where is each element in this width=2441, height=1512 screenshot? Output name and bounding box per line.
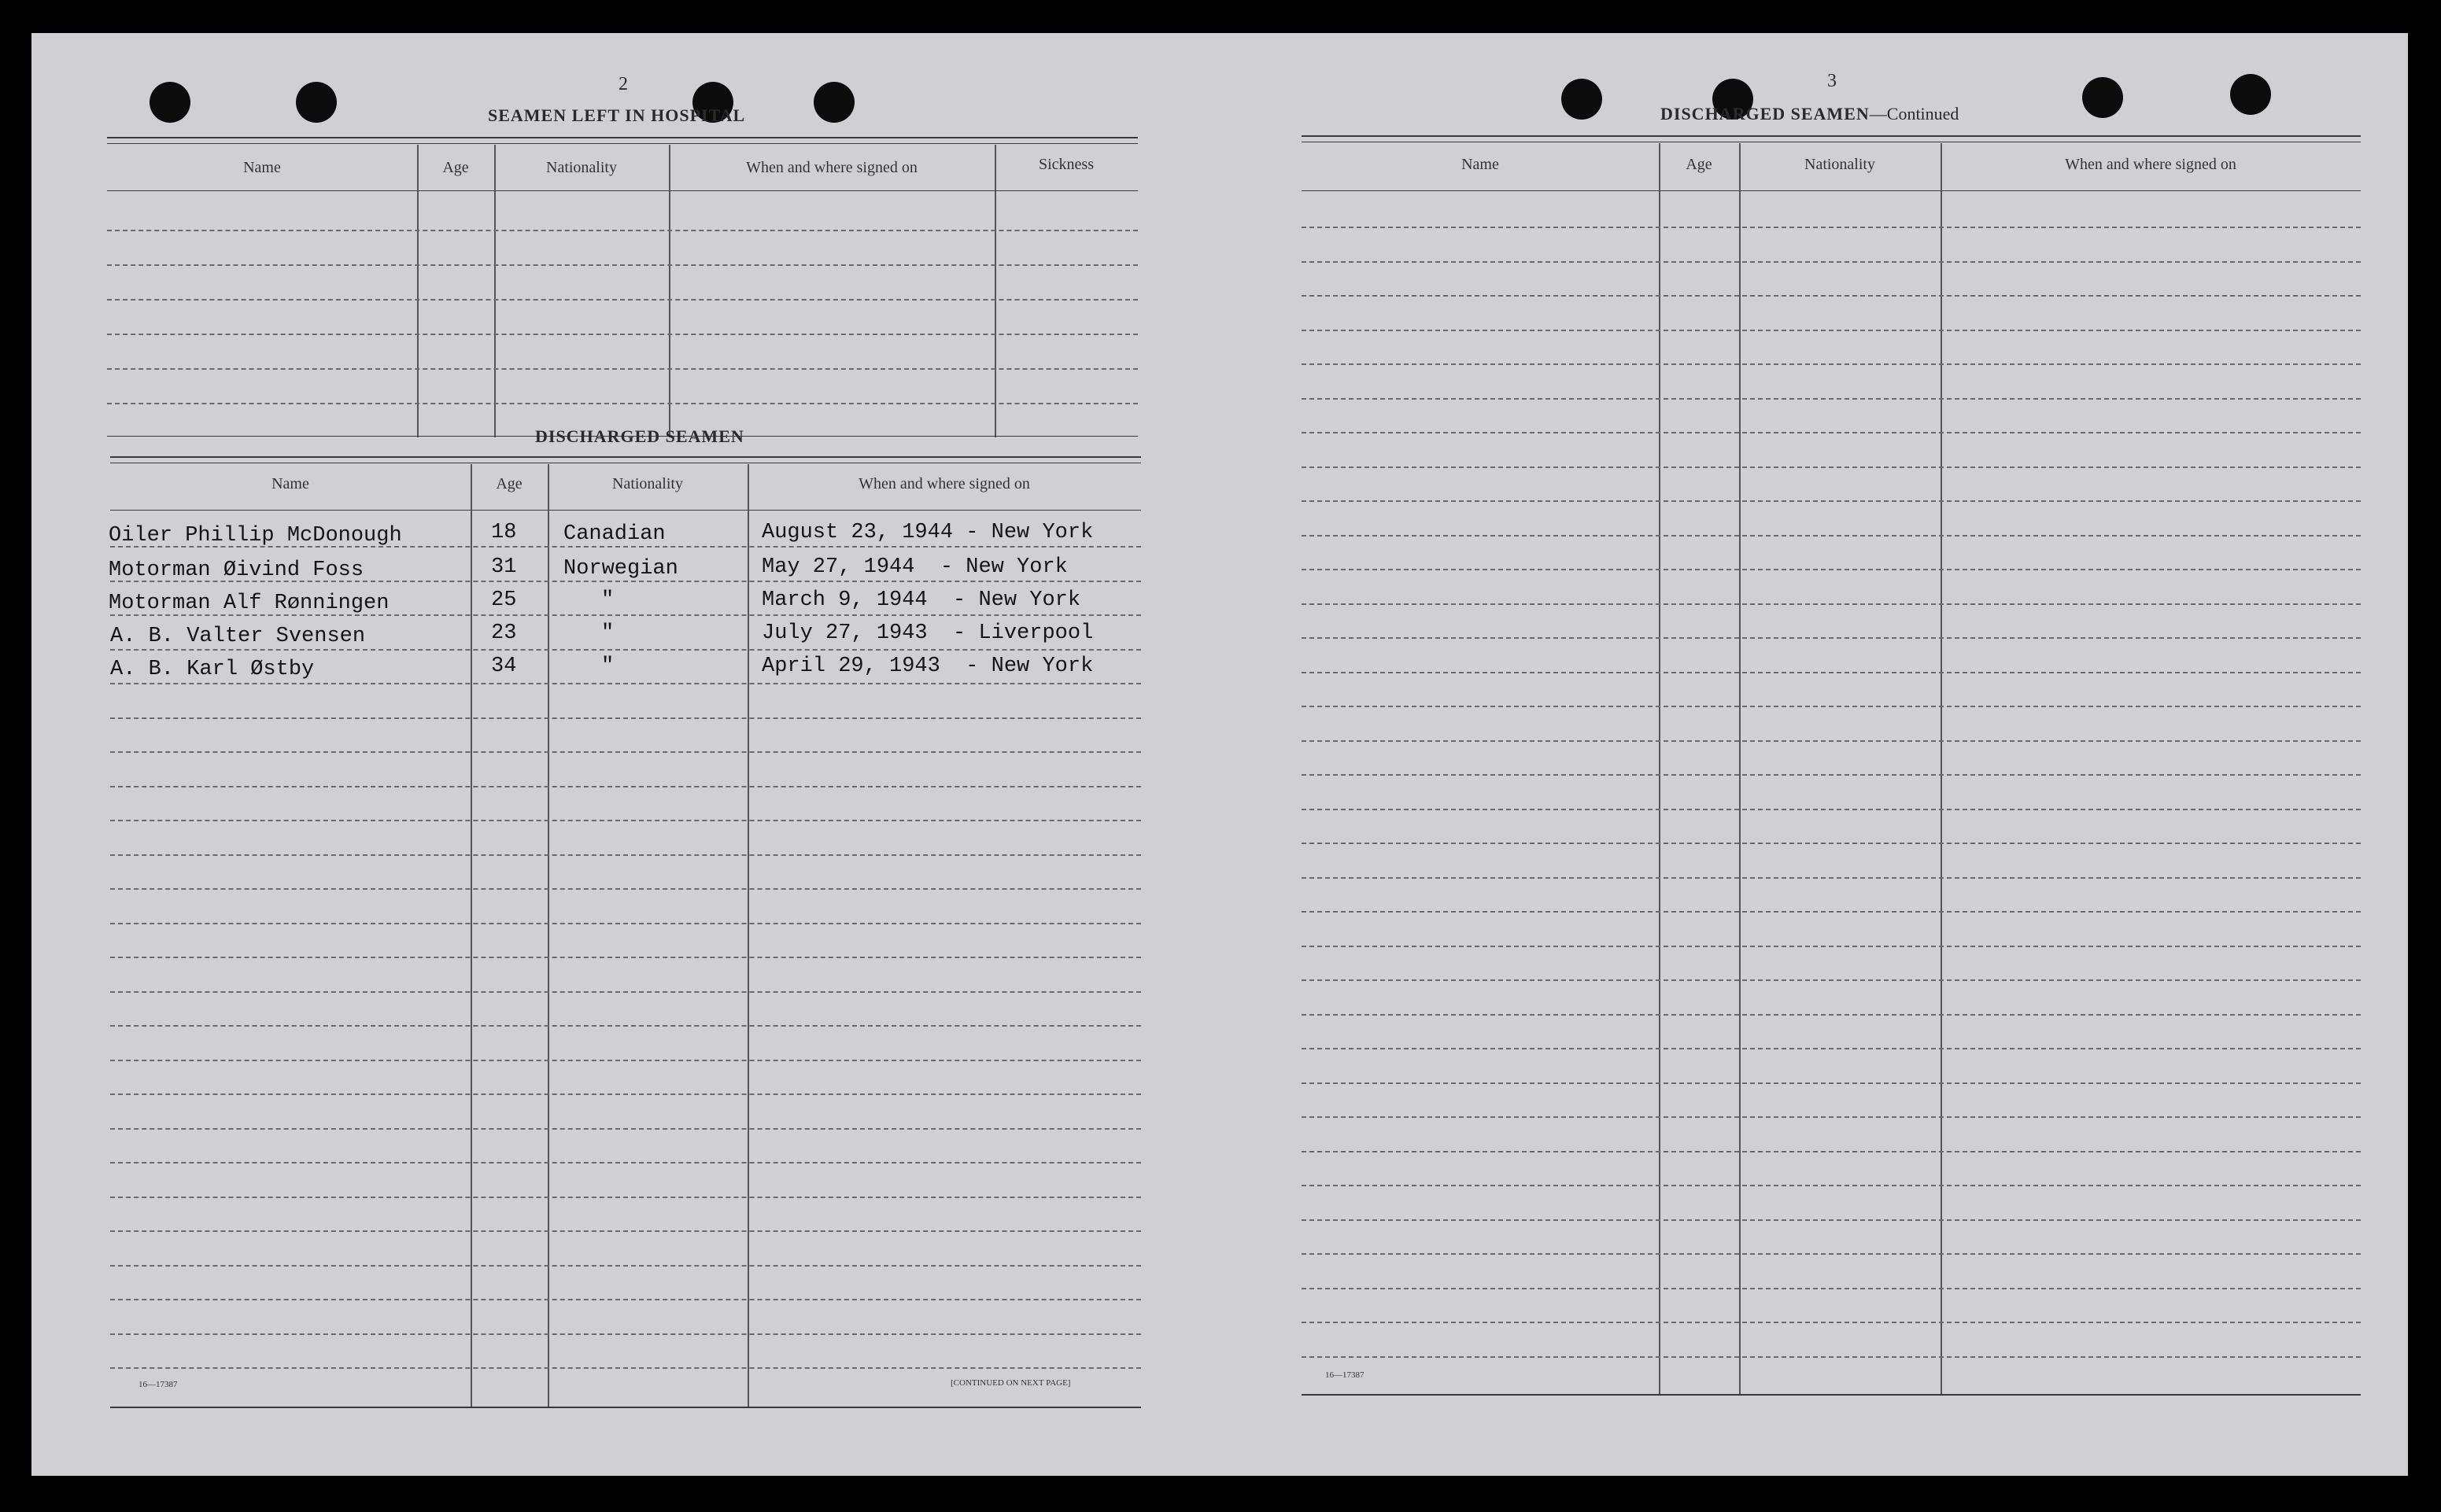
column-divider: [417, 145, 419, 437]
seaman-age: 31: [491, 555, 517, 579]
title-text: DISCHARGED SEAMEN: [1660, 104, 1870, 124]
entry-line: [110, 1333, 1141, 1335]
entry-line: [1302, 1288, 2361, 1289]
entry-line: [1302, 1253, 2361, 1255]
entry-line: [110, 888, 1141, 890]
discharged-section-title: DISCHARGED SEAMEN: [535, 426, 744, 446]
entry-line: [110, 1128, 1141, 1130]
column-header-age: Age: [442, 159, 469, 176]
entry-line: [110, 854, 1141, 856]
table-rule: [110, 1407, 1141, 1408]
column-header-age: Age: [1686, 156, 1712, 173]
table-rule: [1302, 135, 2361, 137]
seaman-name: A. B. Karl Østby: [110, 658, 315, 681]
column-header-sickness: Sickness: [1039, 156, 1094, 173]
entry-line: [1302, 1082, 2361, 1084]
table-rule: [107, 143, 1138, 144]
entry-line: [110, 820, 1141, 821]
entry-line: [1302, 500, 2361, 502]
seaman-name: Oiler Phillip McDonough: [109, 524, 402, 548]
entry-line: [107, 403, 1138, 404]
column-header-nationality: Nationality: [612, 475, 683, 492]
entry-line: [1302, 432, 2361, 433]
title-suffix: —Continued: [1869, 104, 1959, 124]
entry-line: [1302, 911, 2361, 913]
punch-hole: [150, 82, 190, 123]
entry-line: [107, 230, 1138, 231]
entry-line: [1302, 535, 2361, 537]
column-divider: [1659, 143, 1660, 1396]
entry-line: [110, 717, 1141, 719]
entry-line: [110, 1367, 1141, 1369]
entry-line: [1302, 877, 2361, 879]
entry-line: [110, 1093, 1141, 1095]
entry-line: [1302, 637, 2361, 639]
seaman-nationality: ": [601, 655, 615, 678]
entry-line: [1302, 1048, 2361, 1049]
entry-line: [110, 923, 1141, 924]
table-rule: [1302, 1394, 2361, 1396]
punch-hole: [2230, 74, 2271, 115]
seaman-signed-on: August 23, 1944 - New York: [762, 521, 1094, 544]
seaman-age: 18: [491, 521, 517, 544]
entry-line: [1302, 330, 2361, 331]
seaman-signed-on: July 27, 1943 - Liverpool: [762, 621, 1094, 645]
entry-line: [110, 1197, 1141, 1198]
discharged-continued-title: [1660, 104, 1959, 124]
entry-line: [1302, 740, 2361, 742]
entry-line: [1302, 774, 2361, 776]
seaman-nationality: Canadian: [563, 522, 666, 546]
column-divider: [1941, 143, 1942, 1396]
entry-line: [1302, 1116, 2361, 1118]
column-header-signed-on: When and where signed on: [859, 475, 1030, 492]
column-divider: [995, 145, 996, 437]
entry-line: [1302, 295, 2361, 297]
entry-line: [1302, 809, 2361, 810]
seaman-name: Motorman Alf Rønningen: [109, 592, 390, 615]
column-divider: [494, 145, 496, 437]
manifest-sheet: [31, 33, 2408, 1476]
header-rule: [1302, 190, 2361, 191]
column-header-signed-on: When and where signed on: [746, 159, 918, 176]
form-number: 16—17387: [138, 1380, 178, 1389]
entry-line: [110, 1060, 1141, 1061]
table-rule: [110, 456, 1141, 458]
hospital-section-title: SEAMEN LEFT IN HOSPITAL: [488, 105, 746, 125]
entry-line: [110, 1230, 1141, 1232]
entry-line: [1302, 261, 2361, 263]
punch-hole: [2082, 77, 2123, 118]
entry-line: [1302, 1014, 2361, 1016]
column-header-nationality: Nationality: [1804, 156, 1875, 173]
seaman-signed-on: April 29, 1943 - New York: [762, 655, 1094, 678]
form-number: 16—17387: [1325, 1370, 1365, 1380]
entry-line: [1302, 569, 2361, 570]
entry-line: [1302, 843, 2361, 844]
entry-line: [1302, 603, 2361, 605]
entry-line: [1302, 363, 2361, 365]
entry-line: [1302, 1151, 2361, 1152]
entry-line: [1302, 467, 2361, 468]
seaman-nationality: ": [601, 588, 615, 612]
punch-hole: [1561, 79, 1602, 120]
entry-line: [110, 1025, 1141, 1027]
seaman-signed-on: May 27, 1944 - New York: [762, 555, 1068, 579]
column-header-name: Name: [271, 475, 309, 492]
seaman-name: Motorman Øivind Foss: [109, 559, 364, 582]
entry-line: [110, 1299, 1141, 1300]
seaman-age: 34: [491, 655, 517, 678]
page-number: 3: [1827, 71, 1837, 91]
entry-line: [1302, 398, 2361, 400]
seaman-age: 23: [491, 621, 517, 645]
seaman-age: 25: [491, 588, 517, 612]
column-header-age: Age: [496, 475, 523, 492]
column-header-name: Name: [243, 159, 281, 176]
seaman-signed-on: March 9, 1944 - New York: [762, 588, 1081, 612]
entry-line: [110, 1265, 1141, 1267]
entry-line: [1302, 1185, 2361, 1186]
seaman-name: A. B. Valter Svensen: [110, 625, 366, 648]
continued-note: [CONTINUED ON NEXT PAGE]: [951, 1378, 1071, 1388]
column-header-name: Name: [1461, 156, 1499, 173]
entry-line: [1302, 1322, 2361, 1323]
entry-line: [1302, 672, 2361, 673]
entry-line: [110, 683, 1141, 684]
entry-line: [1302, 946, 2361, 947]
entry-line: [110, 649, 1141, 651]
entry-line: [1302, 227, 2361, 228]
entry-line: [107, 299, 1138, 301]
header-rule: [110, 510, 1141, 511]
seaman-nationality: ": [601, 621, 615, 645]
header-rule: [107, 190, 1138, 191]
entry-line: [110, 786, 1141, 787]
seaman-nationality: Norwegian: [563, 557, 678, 581]
entry-line: [110, 991, 1141, 993]
column-header-nationality: Nationality: [546, 159, 617, 176]
entry-line: [110, 1162, 1141, 1164]
punch-hole: [814, 82, 855, 123]
entry-line: [110, 957, 1141, 958]
entry-line: [107, 368, 1138, 370]
page-number: 2: [619, 74, 628, 94]
entry-line: [110, 751, 1141, 753]
entry-line: [1302, 706, 2361, 707]
entry-line: [1302, 1356, 2361, 1358]
table-rule: [107, 137, 1138, 138]
column-divider: [669, 145, 670, 437]
punch-hole: [296, 82, 337, 123]
entry-line: [107, 264, 1138, 266]
entry-line: [107, 334, 1138, 335]
column-header-signed-on: When and where signed on: [2065, 156, 2236, 173]
column-divider: [1739, 143, 1741, 1396]
entry-line: [1302, 1219, 2361, 1221]
entry-line: [1302, 979, 2361, 981]
